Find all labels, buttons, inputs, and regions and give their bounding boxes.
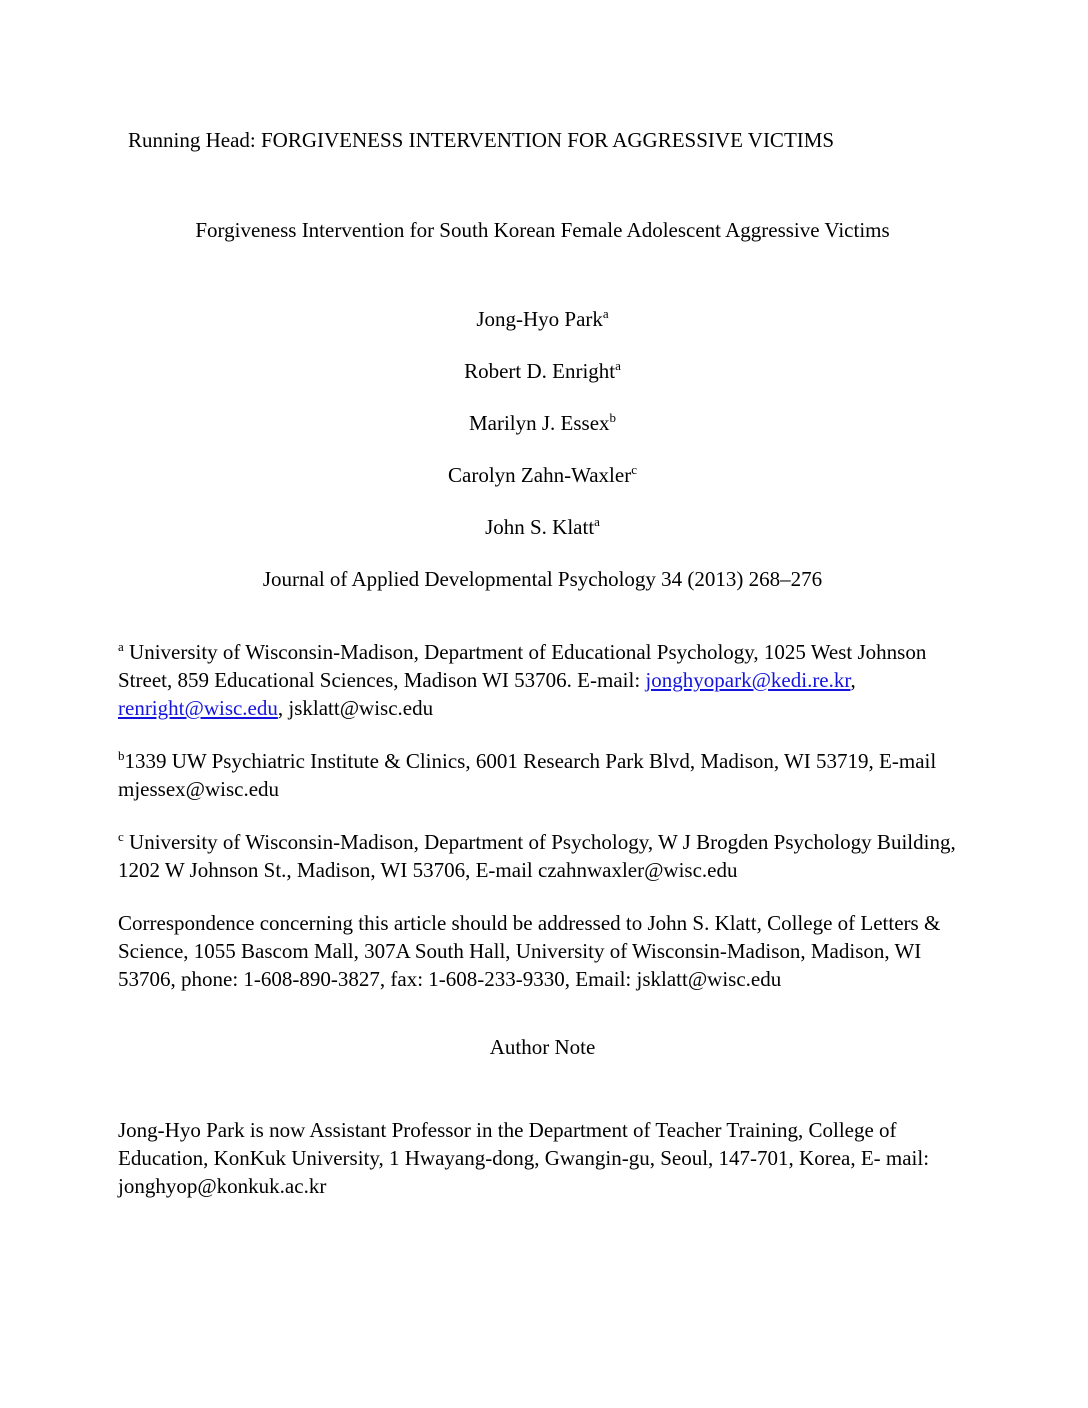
running-head: Running Head: FORGIVENESS INTERVENTION FOR AGGRESSIVE VICTIMS [128, 128, 835, 152]
author-name: Jong-Hyo Park [476, 307, 603, 331]
text-segment: , jsklatt@wisc.edu [277, 696, 434, 720]
text-segment: , [850, 668, 856, 692]
author-name: John S. Klatt [485, 515, 595, 539]
affiliation-mark: a [615, 358, 621, 373]
author-line [118, 410, 967, 436]
affiliation-mark: c [631, 462, 637, 477]
affiliation-a [118, 638, 967, 722]
author-name: Robert D. Enright [464, 359, 616, 383]
paper-title: Forgiveness Intervention for South Korean Female Adolescent Aggressive Victims [195, 218, 890, 242]
text-segment: University of Wisconsin-Madison, Department of Psychology, W J Brogden Psychology Building, 1202 W Johnson St., Madison, WI 53706, E-mail czahnwaxler@wisc.edu [118, 830, 956, 882]
affiliation-mark: b [609, 410, 617, 425]
author-line [118, 358, 967, 384]
email-link[interactable]: renright@wisc.edu [118, 696, 278, 720]
email-link[interactable]: jonghyopark@kedi.re.kr [645, 668, 851, 692]
author-line [118, 514, 967, 540]
affiliation-mark: a [594, 514, 600, 529]
affiliation-superscript: a [118, 639, 124, 654]
text-segment: 1339 UW Psychiatric Institute & Clinics, 6001 Research Park Blvd, Madison, WI 53719, E-mail mjessex@wisc.edu [118, 749, 937, 801]
author-note-text: Jong-Hyo Park is now Assistant Professor in the Department of Teacher Training, College of Education, KonKuk University, 1 Hwayang-dong, Gwangin-gu, Seoul, 147-701, Korea, E- mail: jonghyop@konkuk.ac.kr [118, 1118, 930, 1198]
affiliation-b [118, 747, 967, 803]
author-name: Marilyn J. Essex [468, 411, 610, 435]
correspondence-note: Correspondence concerning this article should be addressed to John S. Klatt, College of Letters & Science, 1055 Bascom Mall, 307A South Hall, University of Wisconsin-Madison, Madison, WI 53706, phone: 1-608-890-3827, fax: 1-608-233-9330, Email: jsklatt@wisc.edu [118, 911, 941, 991]
journal-citation: Journal of Applied Developmental Psychology 34 (2013) 268–276 [262, 567, 823, 591]
author-note-heading: Author Note [489, 1035, 596, 1059]
author-line [118, 306, 967, 332]
author-line [118, 462, 967, 488]
text-segment: University of Wisconsin-Madison, Department of Educational Psychology, 1025 West Johnson Street, 859 Educational Sciences, Madison WI 53706. E-mail: [118, 640, 927, 692]
affiliation-c [118, 828, 967, 884]
author-name: Carolyn Zahn-Waxler [448, 463, 632, 487]
affiliation-superscript: c [118, 829, 124, 844]
affiliation-mark: a [602, 306, 609, 321]
author-list [118, 306, 967, 540]
affiliation-superscript: b [118, 748, 125, 763]
